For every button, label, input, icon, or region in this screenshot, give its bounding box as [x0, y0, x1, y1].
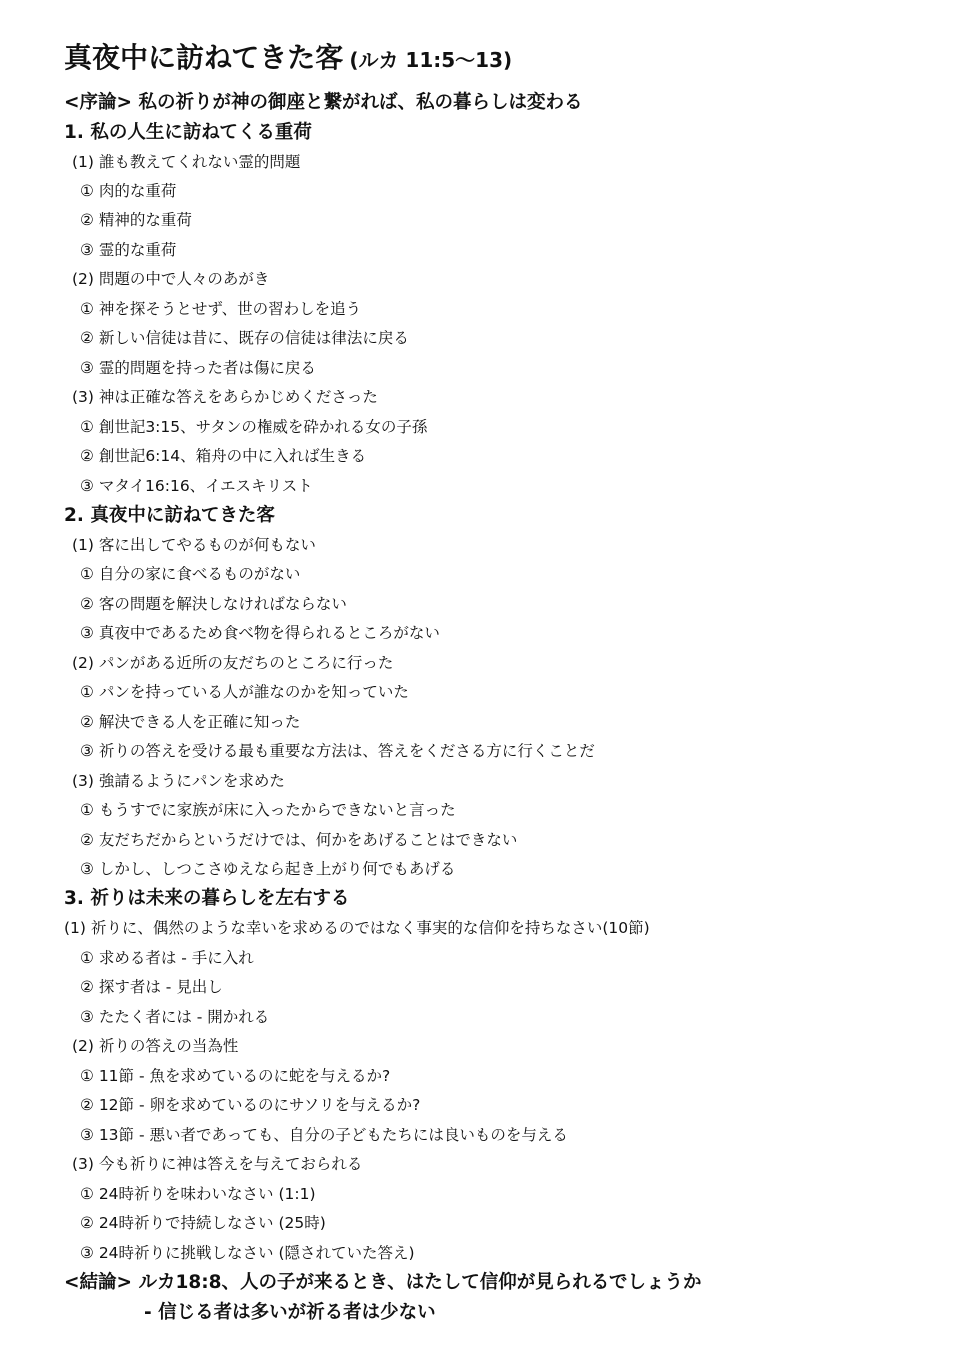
outline-item: ② 友だちだからというだけでは、何かをあげることはできない: [80, 831, 518, 849]
page-title: [64, 36, 512, 76]
outline-item: ① 創世記3:15、サタンの権威を砕かれる女の子孫: [80, 418, 428, 436]
outline-item: ① 神を探そうとせず、世の習わしを追う: [80, 300, 362, 318]
section-heading: 1. 私の人生に訪ねてくる重荷: [64, 122, 312, 143]
outline-item: (1) 誰も教えてくれない霊的問題: [72, 153, 301, 171]
outline-item: ② 12節 - 卵を求めているのにサソリを与えるか?: [80, 1096, 421, 1114]
outline-item: ① もうすでに家族が床に入ったからできないと言った: [80, 801, 456, 819]
outline-item: ③ マタイ16:16、イエスキリスト: [80, 477, 313, 495]
title-text: 真夜中に訪ねてきた客: [64, 41, 344, 74]
outline-item: (3) 今も祈りに神は答えを与えておられる: [72, 1155, 363, 1173]
outline-item: ③ たたく者には - 開かれる: [80, 1008, 270, 1026]
outline-item: (2) パンがある近所の友だちのところに行った: [72, 654, 394, 672]
outline-item: (2) 祈りの答えの当為性: [72, 1037, 239, 1055]
section-heading: - 信じる者は多いが祈る者は少ない: [144, 1302, 436, 1323]
outline-item: ② 精神的な重荷: [80, 211, 192, 229]
scripture-reference: (ルカ 11:5〜13): [349, 48, 513, 72]
outline-item: ① 自分の家に食べるものがない: [80, 565, 301, 583]
outline-item: ② 創世記6:14、箱舟の中に入れば生きる: [80, 447, 367, 465]
outline-item: ① 11節 - 魚を求めているのに蛇を与えるか?: [80, 1067, 391, 1085]
section-heading: <結論> ルカ18:8、人の子が来るとき、はたして信仰が見られるでしょうか: [64, 1272, 702, 1293]
outline-item: (1) 客に出してやるものが何もない: [72, 536, 316, 554]
outline-item: ③ 真夜中であるため食べ物を得られるところがない: [80, 624, 440, 642]
section-heading: 2. 真夜中に訪ねてきた客: [64, 505, 275, 526]
outline-item: ③ 霊的問題を持った者は傷に戻る: [80, 359, 316, 377]
outline-item: ③ しかし、しつこさゆえなら起き上がり何でもあげる: [80, 860, 456, 878]
section-heading: 3. 祈りは未来の暮らしを左右する: [64, 888, 350, 909]
outline-item: ② 客の問題を解決しなければならない: [80, 595, 347, 613]
outline-item: ③ 13節 - 悪い者であっても、自分の子どもたちには良いものを与える: [80, 1126, 568, 1144]
outline-item: (3) 強請るようにパンを求めた: [72, 772, 285, 790]
outline-item: ① 求める者は - 手に入れ: [80, 949, 254, 967]
outline-item: ① 肉的な重荷: [80, 182, 177, 200]
outline-item: ① パンを持っている人が誰なのかを知っていた: [80, 683, 409, 701]
outline-item: ③ 24時祈りに挑戦しなさい (隠されていた答え): [80, 1244, 415, 1262]
outline-item: (2) 問題の中で人々のあがき: [72, 270, 270, 288]
outline-item: ③ 霊的な重荷: [80, 241, 177, 259]
outline-item: ② 解決できる人を正確に知った: [80, 713, 301, 731]
outline-item: (3) 神は正確な答えをあらかじめくださった: [72, 388, 378, 406]
section-heading: <序論> 私の祈りが神の御座と繋がれば、私の暮らしは変わる: [64, 92, 583, 113]
outline-item: (1) 祈りに、偶然のような幸いを求めるのではなく事実的な信仰を持ちなさい(10節): [64, 919, 650, 937]
outline-item: ② 24時祈りで持続しなさい (25時): [80, 1214, 326, 1232]
outline-item: ① 24時祈りを味わいなさい (1:1): [80, 1185, 316, 1203]
outline-item: ② 探す者は - 見出し: [80, 978, 223, 996]
outline-item: ③ 祈りの答えを受ける最も重要な方法は、答えをくださる方に行くことだ: [80, 742, 595, 760]
outline-item: ② 新しい信徒は昔に、既存の信徒は律法に戻る: [80, 329, 409, 347]
